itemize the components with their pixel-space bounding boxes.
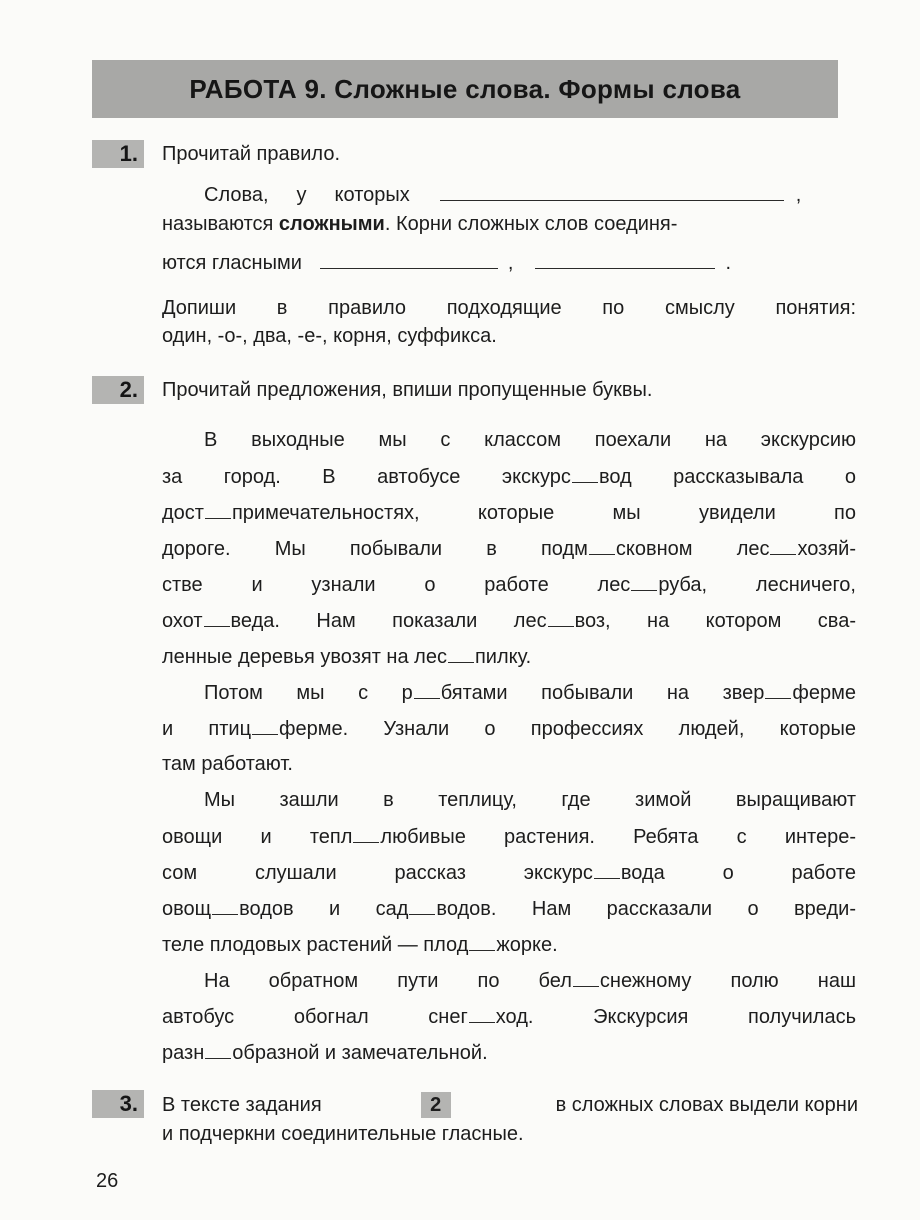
task-3-number: 3. [92,1090,144,1118]
missing-letter-blank[interactable] [631,572,657,591]
missing-letter-blank[interactable] [414,680,440,699]
task-2-instruction: Прочитай предложения, впиши пропущенные буквы. [162,379,653,401]
text-line: сом слушали рассказ экскурс вода о работе [162,862,856,884]
text-line: и птиц ферме. Узнали о профессиях людей, которые [162,718,856,740]
text-line: стве и узнали о работе лес руба, лесничего, [162,574,856,596]
missing-letter-blank[interactable] [353,824,379,843]
text-line: ленные деревья увозят на лес пилку. [162,646,532,668]
text-line: Мы зашли в теплицу, где зимой выращивают [204,789,856,811]
missing-letter-blank[interactable] [765,680,791,699]
text-line: Потом мы с р бятами побывали на звер ферме [204,682,856,704]
text-line: В выходные мы с классом поехали на экскурсию [204,429,856,451]
text-line: овощ водов и сад водов. Нам рассказали о вреди- [162,898,856,920]
missing-letter-blank[interactable] [469,1004,495,1023]
missing-letter-blank[interactable] [770,536,796,555]
missing-letter-blank[interactable] [469,932,495,951]
text-line: дороге. Мы побывали в подм сковном лес хозяй- [162,538,856,560]
page-number: 26 [96,1170,119,1192]
text-line: разн образной и замечательной. [162,1042,488,1064]
missing-letter-blank[interactable] [573,968,599,987]
missing-letter-blank[interactable] [205,500,231,519]
rule-line-3: ются гласными , . [162,252,731,274]
rule-blank-1[interactable] [440,182,784,201]
text-line: дост примечательностях, которые мы увидели по [162,502,856,524]
task-1-number: 1. [92,140,144,168]
title-bar [92,60,838,118]
text-line: теле плодовых растений — плод жорке. [162,934,558,956]
missing-letter-blank[interactable] [589,536,615,555]
text-line: там работают. [162,753,293,775]
missing-letter-blank[interactable] [205,1040,231,1059]
task-3-line-2: и подчеркни соединительные гласные. [162,1123,524,1145]
task-1-hint-line-1: Допиши в правило подходящие по смыслу понятия: [162,297,856,319]
missing-letter-blank[interactable] [409,896,435,915]
rule-line-2: называются сложными. Корни сложных слов соединя- [162,213,678,235]
text-line: овощи и тепл любивые растения. Ребята с интере- [162,826,857,848]
task-reference-badge: 2 [421,1092,451,1118]
missing-letter-blank[interactable] [594,860,620,879]
task-2-number: 2. [92,376,144,404]
text-line: охот веда. Нам показали лес воз, на котором сва- [162,610,856,632]
text-line: автобус обогнал снег ход. Экскурсия получилась [162,1006,856,1028]
rule-blank-2[interactable] [320,250,498,269]
missing-letter-blank[interactable] [548,608,574,627]
text-line: за город. В автобусе экскурс вод рассказывала о [162,466,856,488]
missing-letter-blank[interactable] [204,608,230,627]
rule-line-1: Слова, у которых , [204,184,802,206]
task-1-instruction: Прочитай правило. [162,143,341,165]
missing-letter-blank[interactable] [448,644,474,663]
page-title: РАБОТА 9. Сложные слова. Формы слова [189,74,741,104]
missing-letter-blank[interactable] [252,716,278,735]
rule-blank-3[interactable] [535,250,715,269]
missing-letter-blank[interactable] [572,464,598,483]
missing-letter-blank[interactable] [212,896,238,915]
text-line: На обратном пути по бел снежному полю наш [204,970,856,992]
task-3-line-1: В тексте задания 2 в сложных словах выдели корни [162,1094,858,1116]
task-1-hint-line-2: один, -о-, два, -е-, корня, суффикса. [162,325,497,347]
